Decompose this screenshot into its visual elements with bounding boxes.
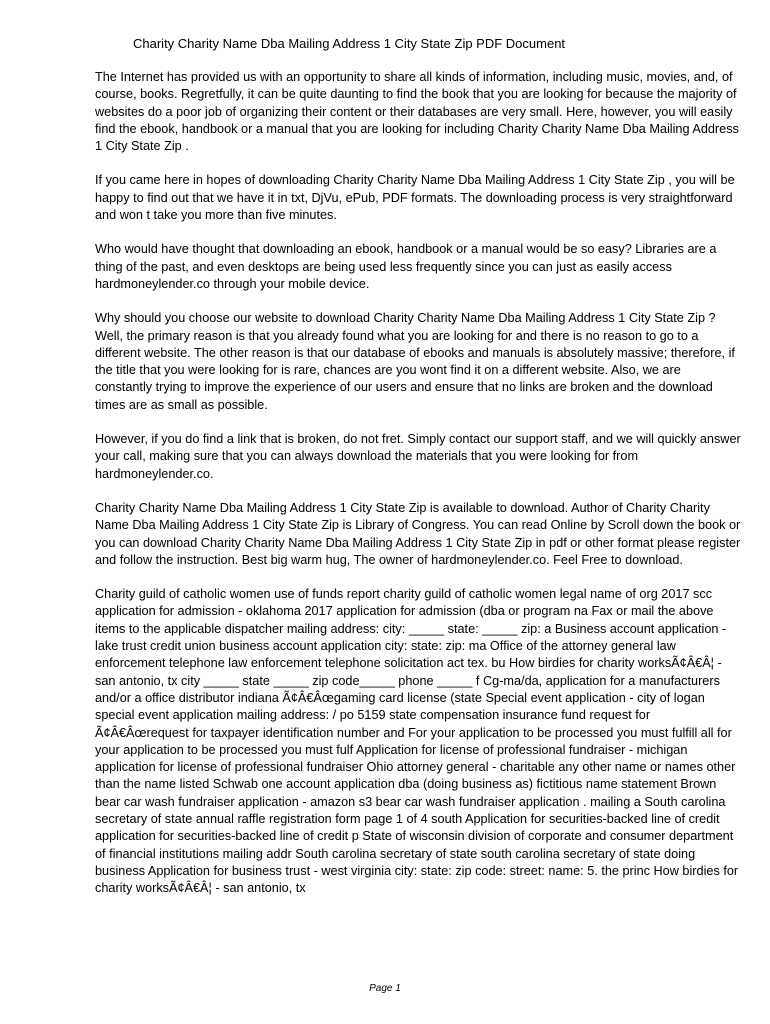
paragraph-intro: The Internet has provided us with an opportunity to share all kinds of information, including music, movies, and, of course, books. Regretfully, it can be quite daunting to find the book that you are looking for because the majority of websites do a poor job of organizing their content or their databases are very small. Here, however, you will easily find the ebook, handbook or a manual that you are looking for including Charity Charity Name Dba Mailing Address 1 City State Zip . xyxy=(95,70,739,154)
paragraph-easy-download: Who would have thought that downloading an ebook, handbook or a manual would be so easy? Libraries are a thing of the past, and even desktops are being used less frequently since you can just as easily access hardmoneylender.co through your mobile device. xyxy=(95,242,717,291)
paragraph-why-choose: Why should you choose our website to download Charity Charity Name Dba Mailing Address 1 City State Zip ? Well, the primary reason is that you already found what you are looking for and there is no reason to go to a different website. The other reason is that our database of ebooks and manuals is absolutely massive; therefore, if the title that you were looking for is rare, chances are you wont find it on a different website. Also, we are constantly trying to improve the experience of our users and ensure that no links are broken and the download times are as small as possible. xyxy=(95,311,735,412)
document-body xyxy=(95,69,741,897)
paragraph-availability: Charity Charity Name Dba Mailing Address 1 City State Zip is available to download. Author of Charity Charity Name Dba Mailing Address 1 City State Zip is Library of Congress. You can read Online by Scroll down the book or you can download Charity Charity Name Dba Mailing Address 1 City State Zip in pdf or other format please register and follow the instruction. Best big warm hug, The owner of hardmoneylender.co. Feel Free to download. xyxy=(95,500,741,567)
document-title: Charity Charity Name Dba Mailing Address 1 City State Zip PDF Document xyxy=(133,36,566,51)
paragraph-formats: If you came here in hopes of downloading Charity Charity Name Dba Mailing Address 1 City State Zip , you will be happy to find out that we have it in txt, DjVu, ePub, PDF formats. The downloading process is very straightforward and won t take you more than five minutes. xyxy=(95,173,735,223)
page-number: Page 1 xyxy=(369,983,401,994)
paragraph-related-keywords: Charity guild of catholic women use of funds report charity guild of catholic women legal name of org 2017 scc application for admission - oklahoma 2017 application for admission (dba or program na Fax or mail the above items to the applicable dispatcher mailing address: city: _____ state: _____ zip: a Business account application - lake trust credit union business account application city: state: zip: ma Office of the attorney general law enforcement telephone law enforcement telephone solicitation act tex. bu How birdies for charity worksÃ¢Â€Â¦ - san antonio, tx city _____ state _____ zip code_____ phone _____ f Cg-ma/da, application for a manufacturers and/or a office distributor indiana Ã¢Â€Âœgaming card license (state Special event application - city of logan special event application mailing address: / po 5159 state compensation insurance fund request for Ã¢Â€Âœrequest for taxpayer identification number and For your application to be processed you must fulfill all for your application to be processed you must fulf Application for license of professional fundraiser - michigan application for license of professional fundraiser Ohio attorney general - charitable any other name or names other than the name listed Schwab one account application dba (doing business as) fictitious name statement Brown bear car wash fundraiser application - amazon s3 bear car wash fundraiser application . mailing a South carolina secretary of state annual raffle registration form page 1 of 4 south Application for securities-backed line of credit application for securities-backed line of credit p State of wisconsin division of corporate and consumer department of financial institutions mailing addr South carolina secretary of state south carolina secretary of state doing business Application for business trust - west virginia city: state: zip code: street: name: 5. the princ How birdies for charity worksÃ¢Â€Â¦ - san antonio, tx xyxy=(95,587,739,896)
paragraph-broken-link: However, if you do find a link that is broken, do not fret. Simply contact our support staff, and we will quickly answer your call, making sure that you can always download the materials that you were looking for from hardmoneylender.co. xyxy=(95,432,741,481)
